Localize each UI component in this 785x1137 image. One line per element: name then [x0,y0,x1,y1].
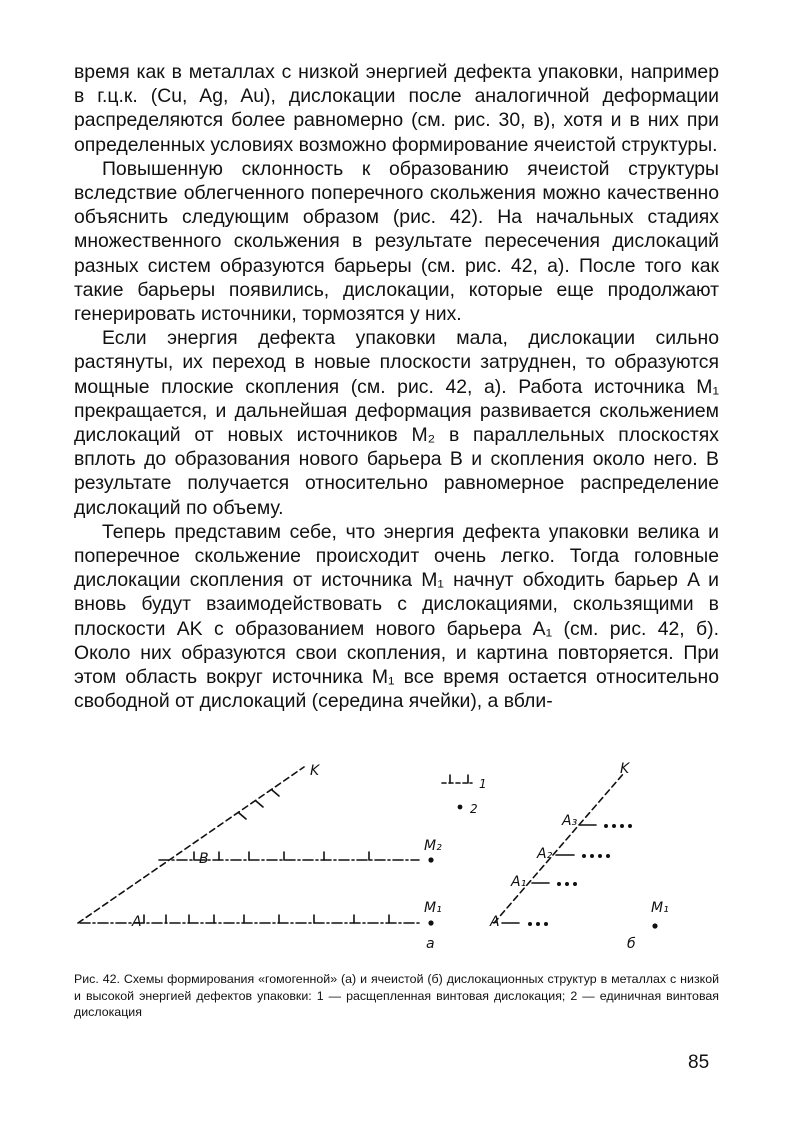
plane-AK-a [78,767,304,923]
dislocation-ticks-AK [239,790,279,819]
label-M1-b: M₁ [651,900,669,916]
dislocation-ticks-M2 [194,852,369,860]
label-B: B [199,851,209,867]
paragraph-2: Повышенную склонность к образованию ячеистой структуры вследствие облегченного поперечного скольжения можно качественно объяснить следующим образом (рис. 42). На начальных стадиях множественного скольжения в результате пересечения дислокаций разных систем образуются барьеры (см. рис. 42, а). После того как такие барьеры появились, дислокации, которые еще продолжают генерировать источники, тормозятся у них. [74,157,719,326]
legend-symbol-1 [442,775,472,783]
dislocation-ticks-M1 [144,915,389,923]
label-A-a: A [132,914,142,930]
figure-42 [74,755,719,965]
legend-label-2: 2 [470,802,478,816]
label-A-b: A [490,914,500,930]
label-sub-b: б [627,936,636,952]
legend-label-1: 1 [479,777,487,791]
dislocation-dots-b [528,824,658,929]
paragraph-4: Теперь представим себе, что энергия дефекта упаковки велика и поперечное скольжение происходит очень легко. Тогда головные дислокации скопления от источника M₁ начнут обходить барьер A и вновь будут взаимодействовать с дислокациями, скользящими в плоскости AK с образованием нового барьера A₁ (см. рис. 42, б). Около них образуются свои скопления, и картина повторяется. При этом область вокруг источника M₁ все время остается относительно свободной от дислокаций (середина ячейки), а вбли- [74,520,719,713]
dislocation-diagram [74,755,719,965]
label-A1: A₁ [511,874,527,890]
figure-caption: Рис. 42. Схемы формирования «гомогенной» (а) и ячеистой (б) дислокационных структур в металлах с низкой и высокой энергией дефектов упаковки: 1 — расщепленная винтовая дислокация; 2 — единичная винтовая дислокация [74,972,719,1019]
label-M2: M₂ [424,838,442,854]
paragraph-3: Если энергия дефекта упаковки мала, дислокации сильно растянуты, их переход в новые плоскости затруднен, то образуются мощные плоские скопления (см. рис. 42, а). Работа источника M₁ прекращается, и дальнейшая деформация развивается скольжением дислокаций от новых источников M₂ в параллельных плоскостях вплоть до образования нового барьера B и скопления около него. В результате получается относительно равномерное распределение дислокаций по объему. [74,327,719,519]
body-text [74,60,719,713]
legend-symbol-2 [458,805,463,810]
label-M1-a: M₁ [424,900,442,916]
paragraph-1: время как в металлах с низкой энергией дефекта упаковки, например в г.ц.к. (Cu, Ag, Au), дислокации после аналогичной деформации распределяются более равномерно (см. рис. 30, в), хотя и в них при определенных условиях возможно формирование ячеистой структуры. [74,61,719,156]
label-K-b: K [620,761,630,777]
label-A3: A₃ [562,813,578,829]
label-K-a: K [310,763,320,779]
label-A2: A₂ [537,846,553,862]
source-dot-M1-b [652,923,657,928]
page-number: 85 [688,1052,710,1073]
plane-AK-b [494,773,624,923]
label-sub-a: а [426,936,435,952]
